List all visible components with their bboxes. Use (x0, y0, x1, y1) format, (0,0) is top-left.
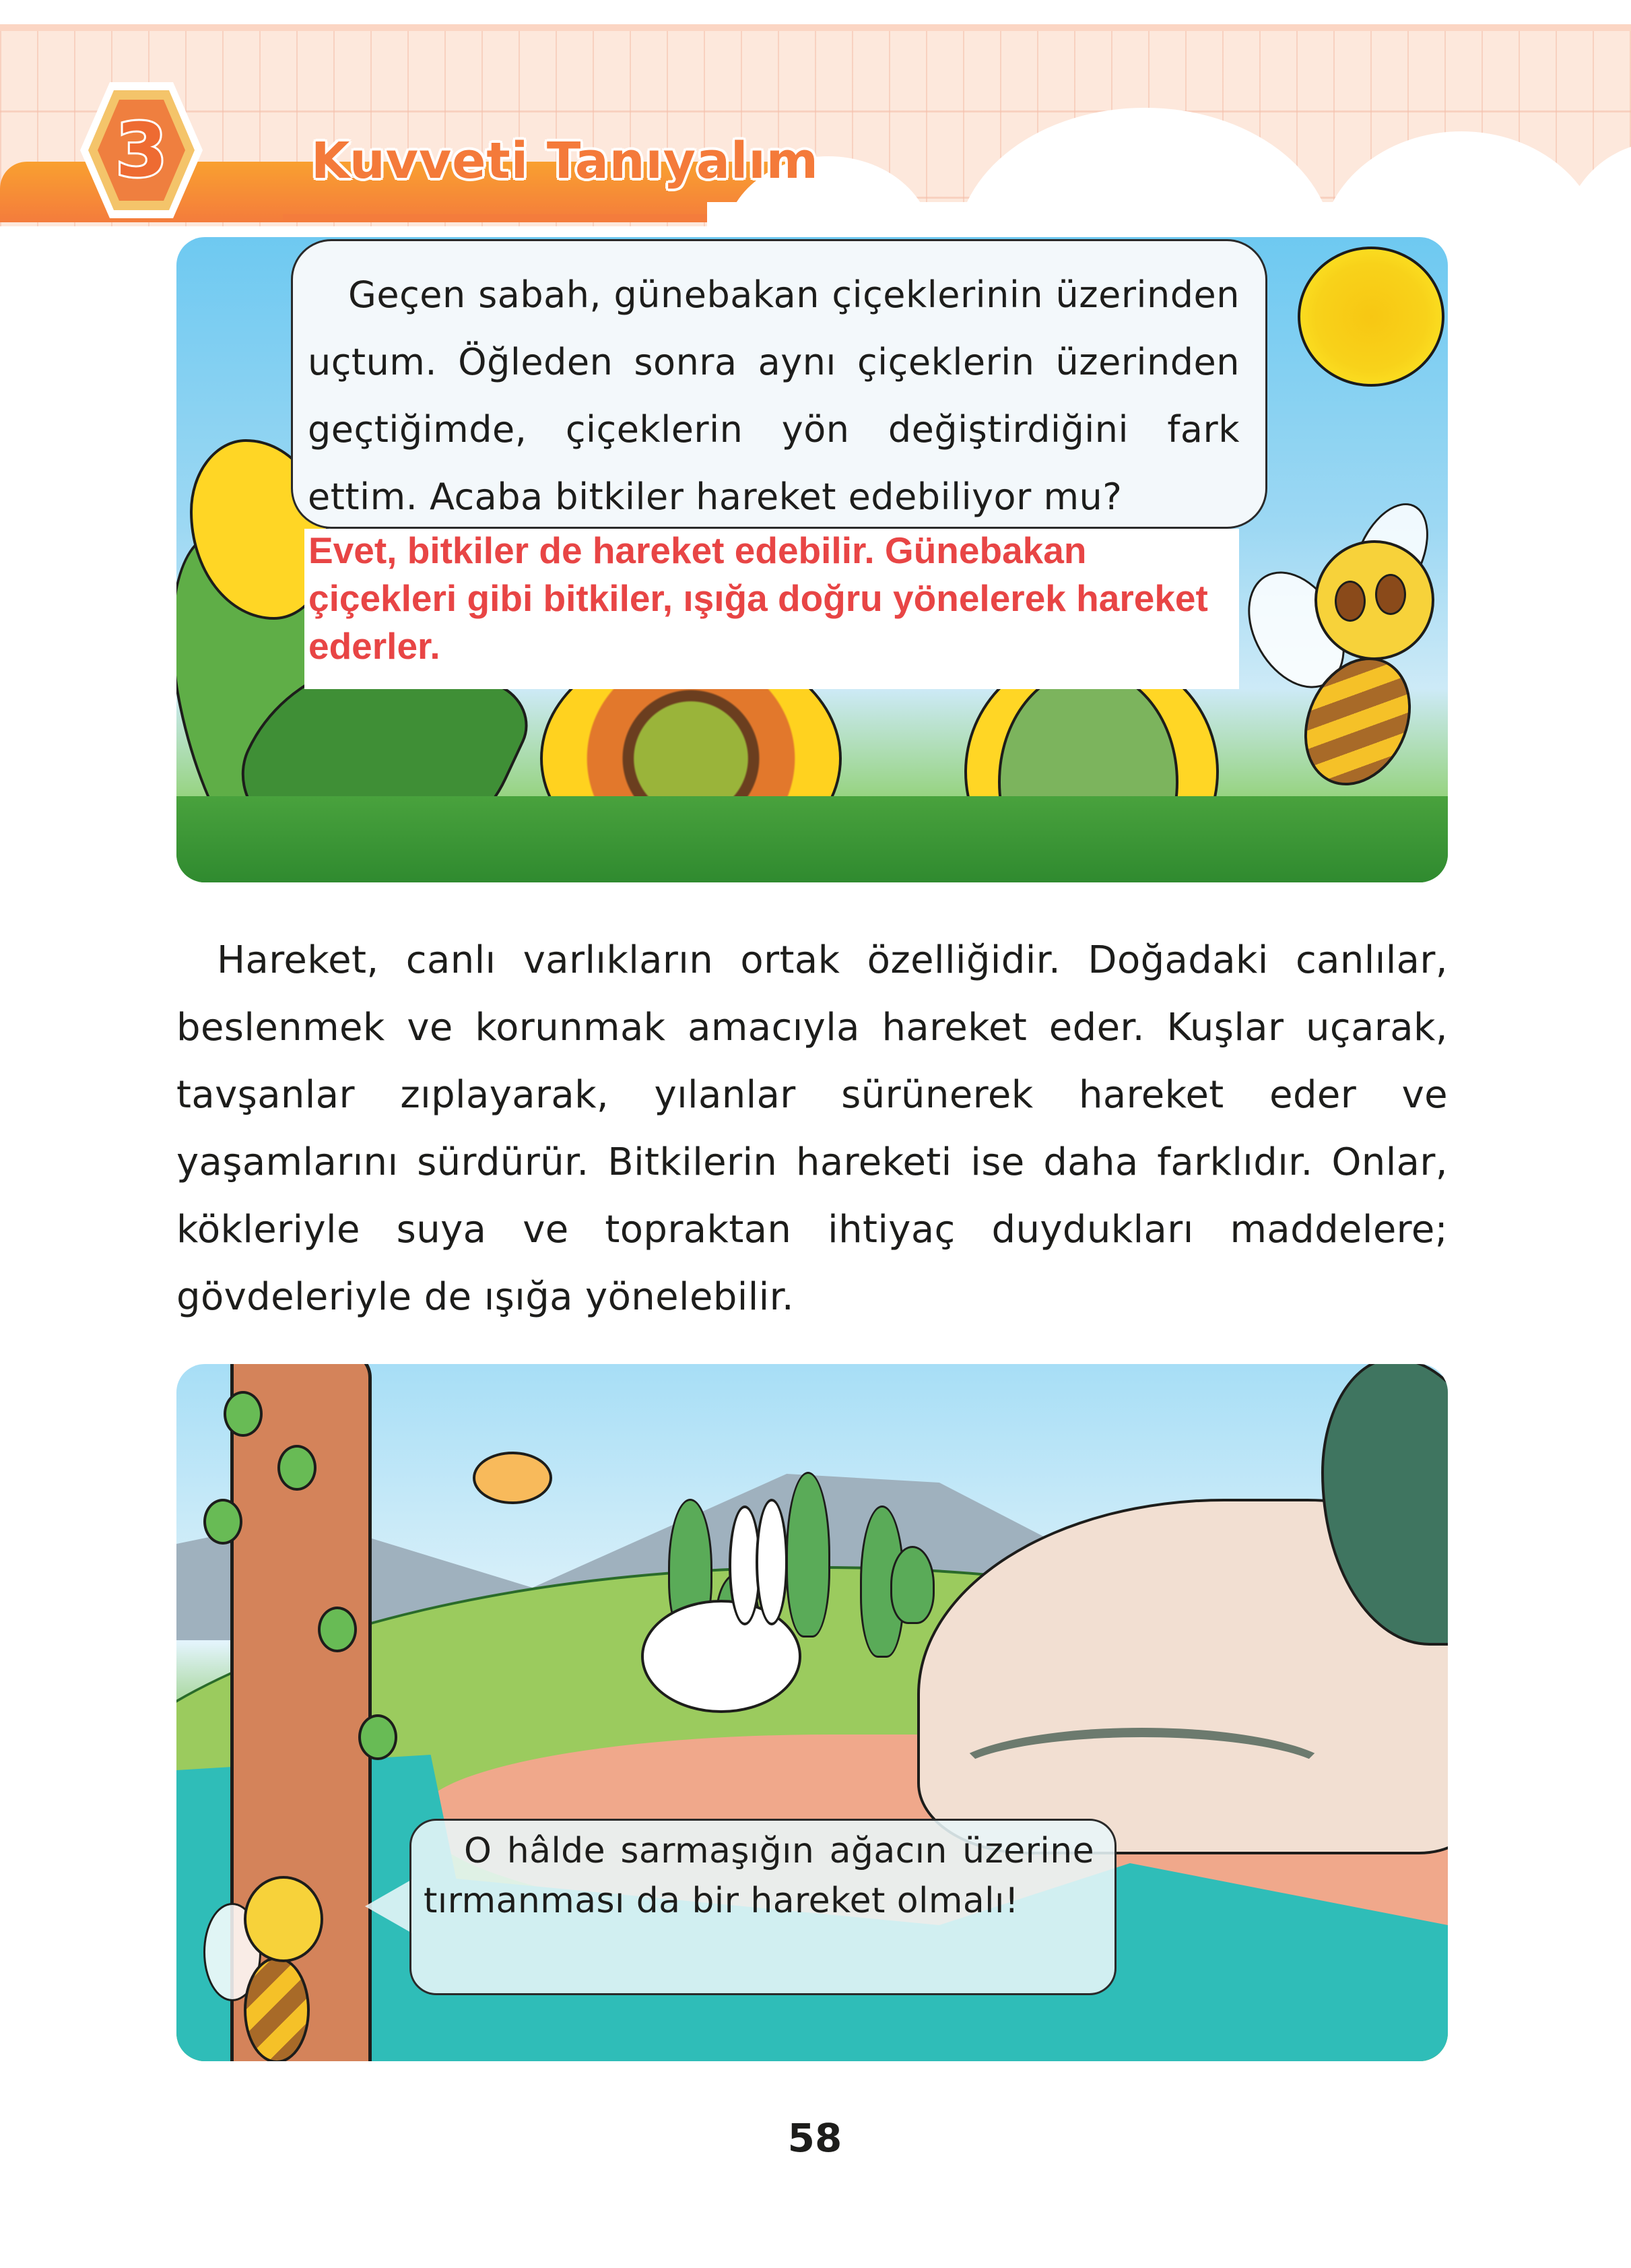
body-paragraph-text: Hareket, canlı varlıkların ortak özelliğidir. Doğadaki canlılar, beslenmek ve korunmak amacıyla hareket eder. Kuşlar uçarak, tavşanlar zıplayarak, yılanlar sürünerek hareket eder ve yaşamlarını sürdürür. Bitkilerin hareketi ise daha farklıdır. Onlar, kökleriyle suya ve topraktan ihtiyaç duydukları maddelere; gövdeleriyle de ışığa yönelebilir. (176, 938, 1448, 1319)
page-number: 58 (787, 2115, 842, 2161)
bird (473, 1452, 552, 1504)
cloud-shape (707, 202, 1631, 242)
unit-number: 3 (115, 107, 168, 193)
bee-body (244, 1957, 310, 2061)
speech-bubble-tail (365, 1879, 412, 1933)
header-top-line (0, 24, 1631, 31)
bee-speech-bubble (291, 239, 1267, 529)
snake (944, 1728, 1340, 1827)
body-paragraph (176, 927, 1448, 1331)
sun-icon (1298, 247, 1444, 387)
ivy-leaf (224, 1391, 263, 1437)
cypress-tree (890, 1546, 935, 1624)
unit-title: Kuvveti Tanıyalım (311, 132, 819, 190)
ivy-leaf (318, 1607, 357, 1652)
bee-eye (1375, 574, 1406, 615)
answer-text: Evet, bitkiler de hareket edebilir. Günebakan çiçekleri gibi bitkiler, ışığa doğru yönelerek hareket ederler. (308, 529, 1208, 667)
bee-speech-bubble-bottom (409, 1819, 1117, 1995)
ivy-leaf (203, 1499, 242, 1545)
rabbit-ear (756, 1499, 788, 1625)
bee-character (203, 1862, 338, 2061)
bee-eye (1335, 581, 1366, 622)
bee-conclusion-text: O hâlde sarmaşığın ağacın üzerine tırmanması da bir hareket olmalı! (424, 1831, 1094, 1921)
bee-question-text: Geçen sabah, günebakan çiçeklerinin üzerinden uçtum. Öğleden sonra aynı çiçeklerin üzerinden geçtiğimde, çiçeklerin yön değiştirdiğini fark ettim. Acaba bitkiler hareket edebiliyor mu? (308, 273, 1240, 518)
ivy-leaf (277, 1445, 317, 1491)
bee-head (244, 1876, 323, 1962)
bee-head (1314, 540, 1434, 660)
bee-character (1240, 486, 1442, 864)
cypress-tree (786, 1472, 830, 1638)
unit-number-badge (77, 79, 205, 221)
ivy-leaf (358, 1714, 397, 1760)
